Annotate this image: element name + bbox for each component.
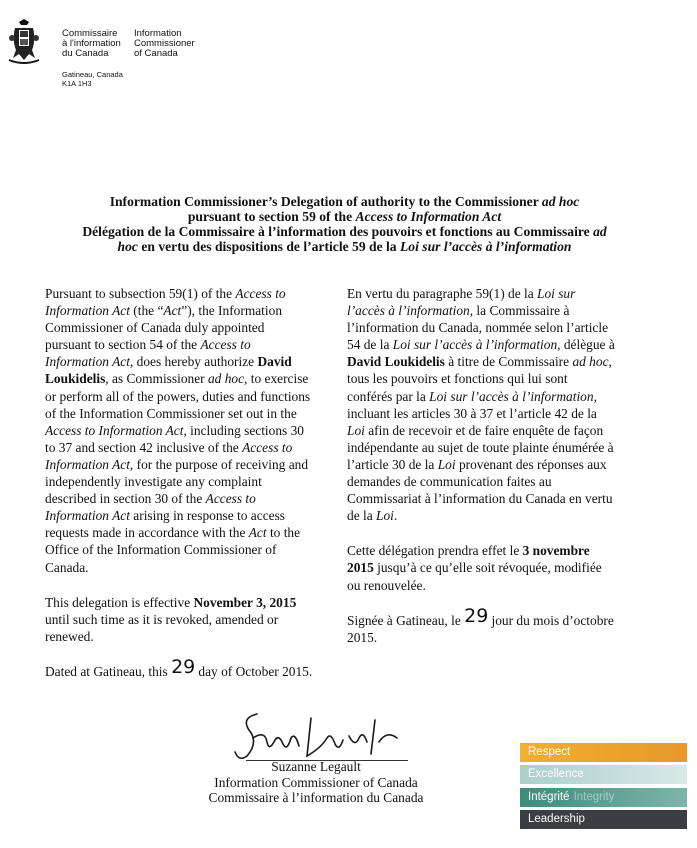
french-column: [347, 285, 615, 646]
signatory-name: Suzanne Legault: [271, 759, 361, 774]
french-paragraph-3: Signée à Gatineau, le 29 jour du mois d’octobre 2015.: [347, 604, 614, 645]
english-paragraph-3: Dated at Gatineau, this 29 day of October 2015.: [45, 655, 313, 679]
english-paragraph-2: This delegation is effective November 3, 2015 until such time as it is revoked, amended or renewed.: [45, 594, 297, 644]
french-paragraph-1: En vertu du paragraphe 59(1) de la Loi sur l’accès à l’information, la Commissaire à l’information du Canada, nommée selon l’article 54 de la Loi sur l’accès à l’information, délègue à David Loukidelis à titre de Commissaire ad hoc, tous les pouvoirs et fonctions qui lui sont conférés par la Loi sur l’accès à l’information, incluant les articles 30 à 37 et l’article 42 de la Loi afin de recevoir et de faire enquête de façon indépendante au sujet de toute plainte énumérée à l’article 30 de la Loi provenant des réponses aux demandes de communication faites au Commissariat à l’information du Canada en vertu de la Loi.: [347, 286, 615, 524]
document-title: Information Commissioner’s Delegation of authority to the Commissioner ad hoc pursuant to section 59 of the Access to Information Act Délégation de la Commissaire à l’information des pouvoirs et fonctions au Commissaire ad hoc en vertu des dispositions de l’article 59 de la Loi sur l’accès à l’information: [82, 194, 607, 254]
value-integrity: Intégrité Integrity: [520, 788, 687, 807]
signature-block: [205, 759, 427, 806]
handwritten-day-fr: 29: [464, 604, 489, 627]
signatory-title-french: Commissaire à l’information du Canada: [208, 790, 424, 806]
canada-coat-of-arms-icon: [6, 18, 42, 64]
value-excellence: Excellence: [520, 765, 687, 784]
handwritten-signature: [231, 708, 411, 766]
handwritten-day: 29: [171, 655, 196, 678]
english-column: [45, 285, 313, 680]
address: Gatineau, Canada K1A 1H3: [62, 70, 123, 88]
value-leadership: Leadership: [520, 810, 687, 829]
signatory-title-english: Information Commissioner of Canada: [214, 774, 418, 790]
english-paragraph-1: Pursuant to subsection 59(1) of the Access to Information Act (the “Act”), the Information Commissioner of Canada duly appointed pursuant to section 54 of the Access to Information Act, does hereby authorize David Loukidelis, as Commissioner ad hoc, to exercise or perform all of the powers, duties and functions of the Information Commissioner set out in the Access to Information Act, including sections 30 to 37 and section 42 inclusive of the Access to Information Act, for the purpose of receiving and independently investigate any complaint described in section 30 of the Access to Information Act arising in response to access requests made in accordance with the Act to the Office of the Information Commissioner of Canada.: [45, 286, 311, 575]
org-name-english: Information Commissioner of Canada: [134, 28, 195, 59]
value-respect: Respect: [520, 743, 687, 762]
org-name-french: Commissaire à l'information du Canada: [62, 28, 121, 59]
french-paragraph-2: Cette délégation prendra effet le 3 novembre 2015 jusqu’à ce qu’elle soit révoquée, modifiée ou renouvelée.: [347, 543, 602, 593]
